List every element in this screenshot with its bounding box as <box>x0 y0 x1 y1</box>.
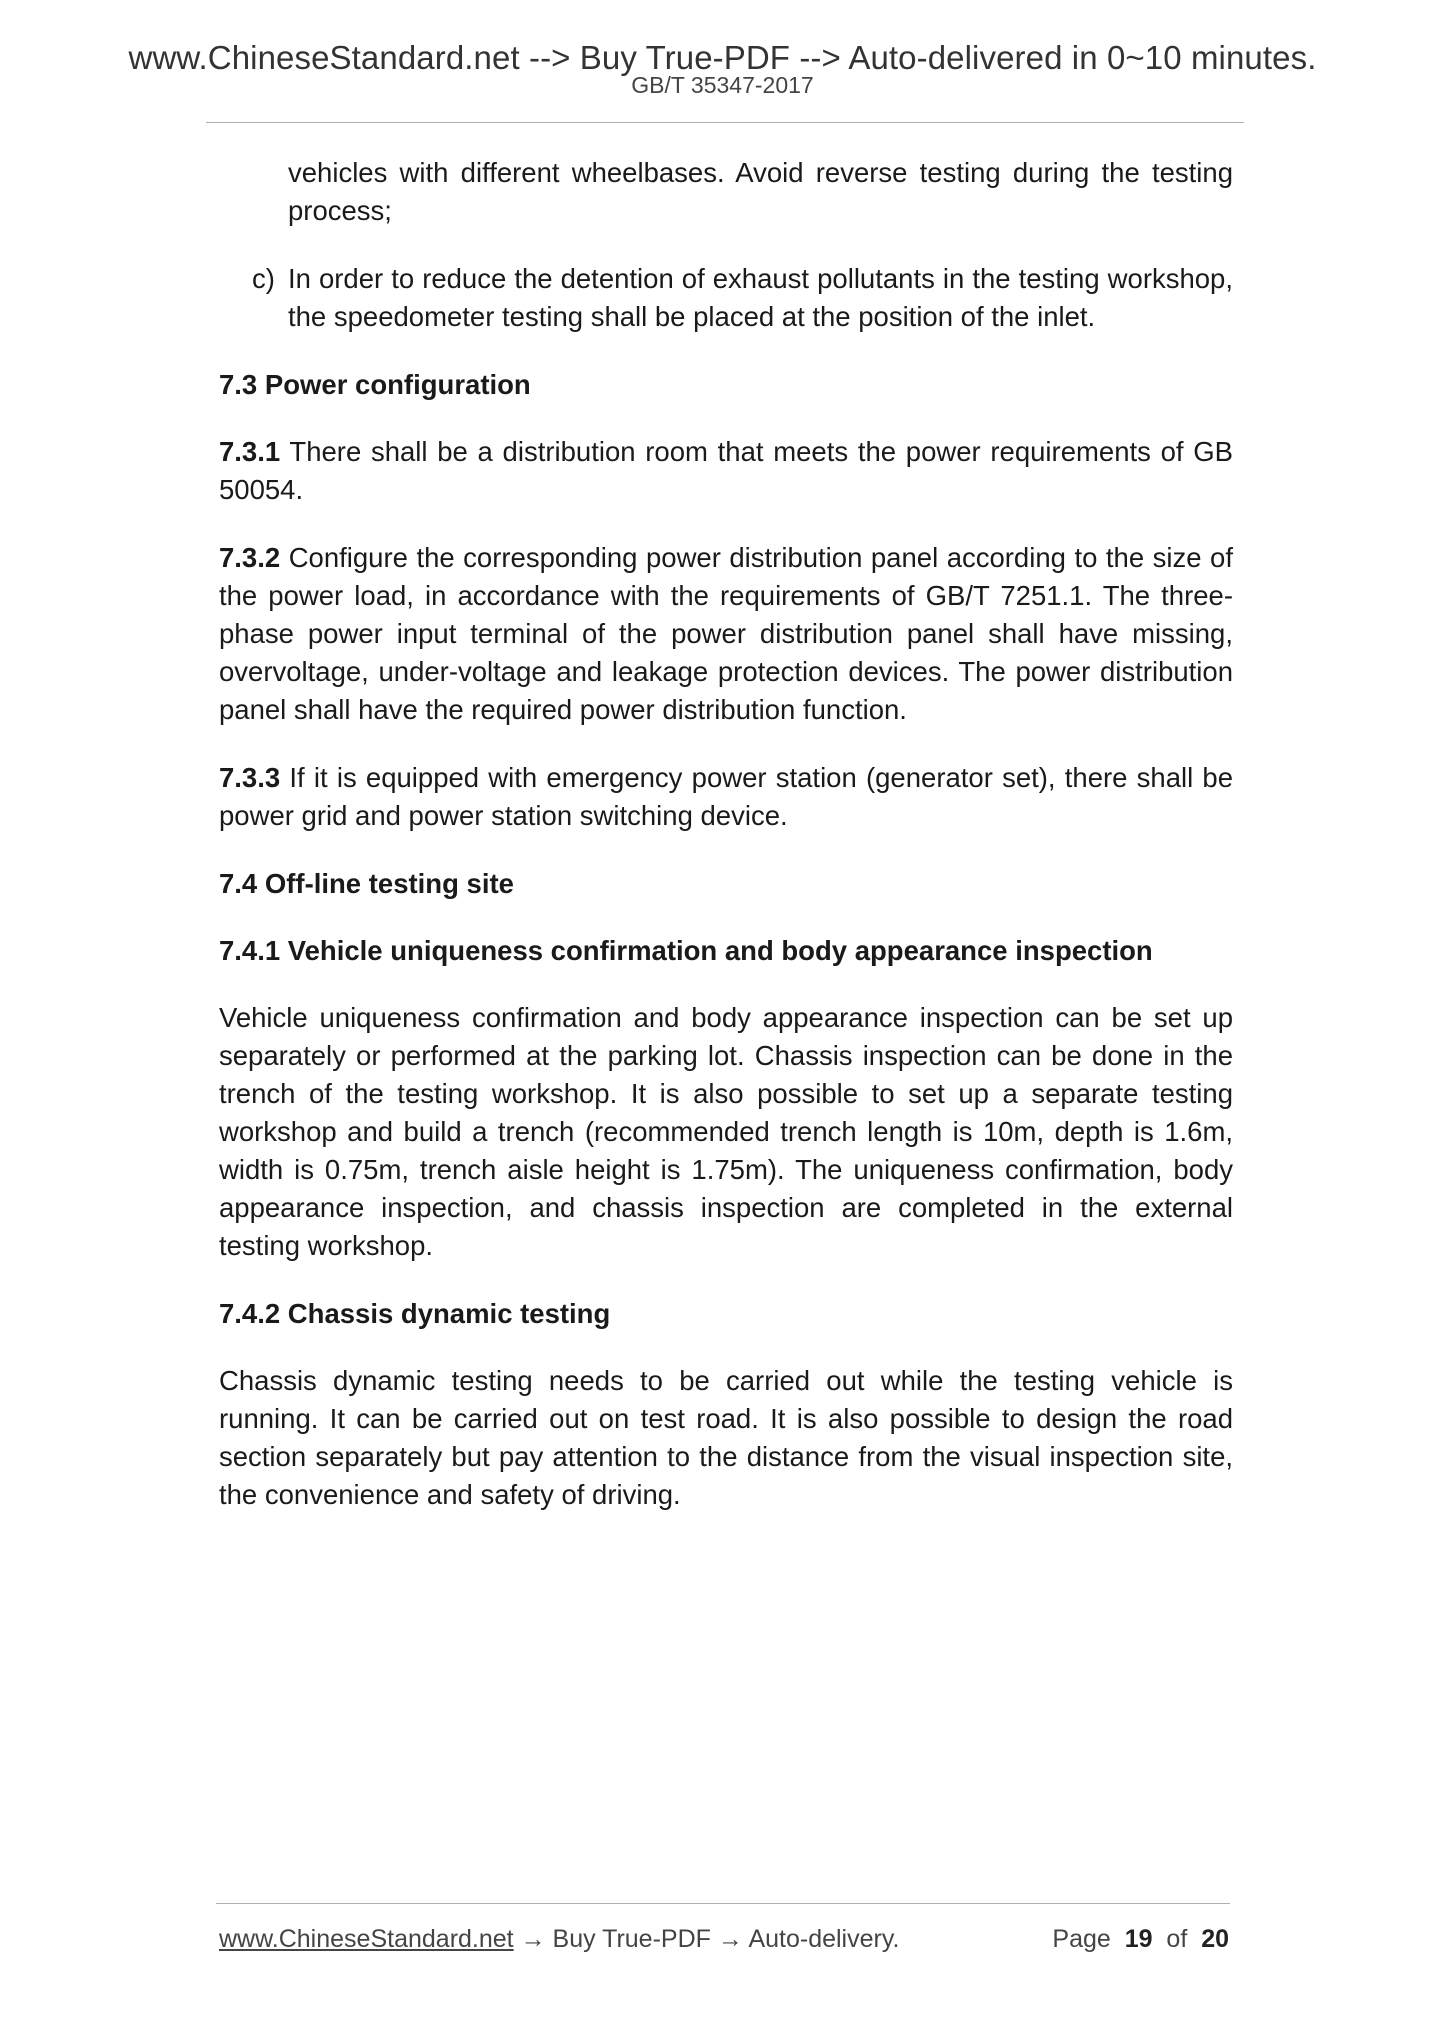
page-indicator <box>1052 1922 1229 1956</box>
clause-7-3-1 <box>219 433 1233 509</box>
section-heading-7-4: 7.4 Off-line testing site <box>219 868 514 899</box>
clause-number: 7.3.3 <box>219 762 281 793</box>
clause-number: 7.3.2 <box>219 542 281 573</box>
paragraph-7-4-2: Chassis dynamic testing needs to be carried out while the testing vehicle is running. It can be carried out on test road. It is also possible to design the road section separately but pay attention to the distance from the visual inspection site, the convenience and safety of driving. <box>219 1365 1233 1510</box>
footer-delivery-text: Auto-delivery. <box>748 1925 900 1953</box>
list-marker: c) <box>252 263 275 294</box>
arrow-right-icon: → <box>520 1925 546 1953</box>
clause-number: 7.3.1 <box>219 436 281 467</box>
clause-text: If it is equipped with emergency power station (generator set), there shall be power grid and power station switching device. <box>219 762 1234 831</box>
footer-buy-text: Buy True-PDF <box>552 1925 711 1953</box>
document-id: GB/T 35347-2017 <box>631 72 814 98</box>
section-heading-7-3: 7.3 Power configuration <box>219 369 531 400</box>
item-b-continuation: vehicles with different wheelbases. Avoid reverse testing during the testing process; <box>288 157 1233 226</box>
list-item-c <box>219 260 1233 336</box>
clause-text: There shall be a distribution room that meets the power requirements of GB 50054. <box>219 436 1233 505</box>
list-item-text: In order to reduce the detention of exhaust pollutants in the testing workshop, the speedometer testing shall be placed at the position of the inlet. <box>288 263 1233 332</box>
page-number: 19 <box>1124 1925 1153 1953</box>
subsection-heading-7-4-1: 7.4.1 Vehicle uniqueness confirmation and body appearance inspection <box>219 935 1153 966</box>
footer-left <box>219 1922 899 1956</box>
of-label: of <box>1166 1925 1188 1953</box>
clause-7-3-2 <box>219 539 1233 729</box>
page-content <box>219 154 1233 1544</box>
footer-divider <box>216 1903 1230 1904</box>
paragraph-7-4-1: Vehicle uniqueness confirmation and body appearance inspection can be set up separately or performed at the parking lot. Chassis inspection can be done in the trench of the testing workshop. It is also possible to set up a separate testing workshop and build a trench (recommended trench length is 10m, depth is 1.6m, width is 0.75m, trench aisle height is 1.75m). The uniqueness confirmation, body appearance inspection, and chassis inspection are completed in the external testing workshop. <box>219 1002 1233 1261</box>
page-label: Page <box>1052 1925 1111 1953</box>
header-banner: www.ChineseStandard.net --> Buy True-PDF --> Auto-delivered in 0~10 minutes. <box>128 39 1317 76</box>
page-total: 20 <box>1201 1925 1229 1953</box>
subsection-heading-7-4-2: 7.4.2 Chassis dynamic testing <box>219 1298 611 1329</box>
arrow-right-icon: → <box>717 1925 743 1953</box>
header-divider <box>206 122 1244 123</box>
clause-text: Configure the corresponding power distribution panel according to the size of the power load, in accordance with the requirements of GB/T 7251.1. The three-phase power input terminal of the power distribution panel shall have missing, overvoltage, under-voltage and leakage protection devices. The power distribution panel shall have the required power distribution function. <box>219 542 1233 725</box>
clause-7-3-3 <box>219 759 1233 835</box>
footer-site-link[interactable]: www.ChineseStandard.net <box>219 1925 514 1953</box>
